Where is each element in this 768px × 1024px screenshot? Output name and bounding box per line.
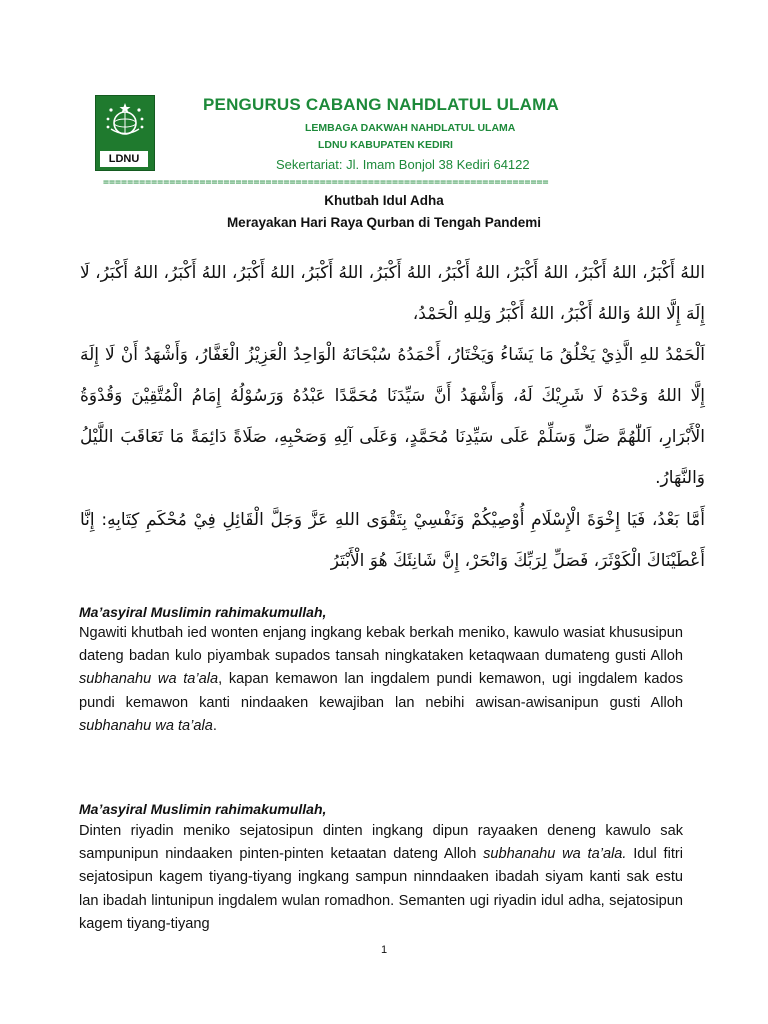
arabic-amma-bakdu: أَمَّا بَعْدُ، فَيَا إِخْوَةَ الْإِسْلَامِ أُوْصِيْكُمْ وَنَفْسِيْ بِتَقْوَى اللهِ عَزَّ وَجَلَّ الْقَائِلِ فِيْ مُحْكَمِ كِتَابِهِ: إِنَّا أَعْطَيْنَاكَ الْكَوْثَرَ، فَصَلِّ لِرَبِّكَ وَانْحَرْ، إِنَّ شَانِئَكَ هُوَ الْأَبْتَرُ	[80, 510, 705, 571]
org-address: Sekertariat: Jl. Imam Bonjol 38 Kediri 64122	[276, 157, 530, 172]
paragraph-text: Dinten riyadin meniko sejatosipun dinten ingkang dipun rayaaken deneng kawulo sak sampunipun nindaaken pinten-pinten ketaatan dateng Alloh	[79, 823, 683, 863]
section-heading: Ma’asyiral Muslimin rahimakumullah,	[79, 801, 327, 817]
paragraph-italic: subhanahu wa ta’ala.	[483, 846, 627, 863]
section-paragraph	[79, 820, 683, 936]
khutbah-subtitle: Merayakan Hari Raya Qurban di Tengah Pandemi	[226, 215, 542, 230]
logo-text: LDNU	[100, 151, 148, 167]
ldnu-logo	[95, 95, 155, 171]
paragraph-text: Ngawiti khutbah ied wonten enjang ingkang kebak berkah meniko, kawulo wasiat khususipun dateng badan kulo piyambak supados tansah ningkataken ketaqwaan dumateng gusti Alloh	[79, 625, 683, 665]
org-subtitle-kabupaten: LDNU KABUPATEN KEDIRI	[318, 139, 453, 151]
khutbah-title: Khutbah Idul Adha	[324, 193, 444, 208]
paragraph-text: , kapan kemawon lan ingdalem pundi kemawon, ugi ingdalem kados pundi kemawon kanti nindaaken kewajiban lan nebihi awisan-awisanipun gusti Alloh	[79, 671, 683, 711]
section-heading: Ma’asyiral Muslimin rahimakumullah,	[79, 604, 327, 620]
paragraph-italic: subhanahu wa ta’ala	[79, 671, 219, 688]
paragraph-italic: subhanahu wa ta’ala	[79, 717, 213, 734]
page-number: 1	[380, 944, 388, 956]
org-title: PENGURUS CABANG NAHDLATUL ULAMA	[203, 95, 559, 114]
paragraph-text: Idul fitri sejatosipun kagem tiyang-tiyang ingkang sampun ninndaaken ibadah siyam kanti sak estu lan ibadah lintunipun ingdalem wulan romadhon. Semanten ugi riyadin idul adha, sejatosipun kagem tiyang-tiyang	[79, 846, 683, 932]
org-subtitle-lembaga: LEMBAGA DAKWAH NAHDLATUL ULAMA	[305, 122, 516, 134]
arabic-takbir: اللهُ أَكْبَرُ، اللهُ أَكْبَرُ، اللهُ أَكْبَرُ، اللهُ أَكْبَرُ، اللهُ أَكْبَرُ، اللهُ أَكْبَرُ، اللهُ أَكْبَرُ، اللهُ أَكْبَرُ، اللهُ أَكْبَرُ، لَا إِلَهَ إِلَّا اللهُ وَاللهُ أَكْبَرُ، اللهُ أَكْبَرُ وَلِلهِ الْحَمْدُ،	[80, 263, 705, 324]
arabic-hamdalah: اَلْحَمْدُ للهِ الَّذِيْ يَخْلُقُ مَا يَشَاءُ وَيَخْتَارُ، أَحْمَدُهُ سُبْحَانَهُ الْوَاحِدُ الْعَزِيْزُ الْغَفَّارُ، وَأَشْهَدُ أَنْ لَا إِلَهَ إِلَّا اللهُ وَحْدَهُ لَا شَرِيْكَ لَهُ، وَأَشْهَدُ أَنَّ سَيِّدَنَا مُحَمَّدًا عَبْدُهُ وَرَسُوْلُهُ إِمَامُ الْمُتَّقِيْنَ وَقُدْوَةُ الْأَبْرَارِ، اَللّٰهُمَّ صَلِّ وَسَلِّمْ عَلَى سَيِّدِنَا مُحَمَّدٍ، وَعَلَى آلِهِ وَصَحْبِهِ، صَلَاةً دَائِمَةً مَا تَعَاقَبَ اللَّيْلُ وَالنَّهَارُ.	[80, 345, 705, 488]
section-paragraph	[79, 622, 683, 738]
nu-globe-emblem-icon	[105, 102, 145, 142]
paragraph-text: .	[212, 717, 217, 734]
header-divider: ==========================================================================	[103, 177, 549, 188]
